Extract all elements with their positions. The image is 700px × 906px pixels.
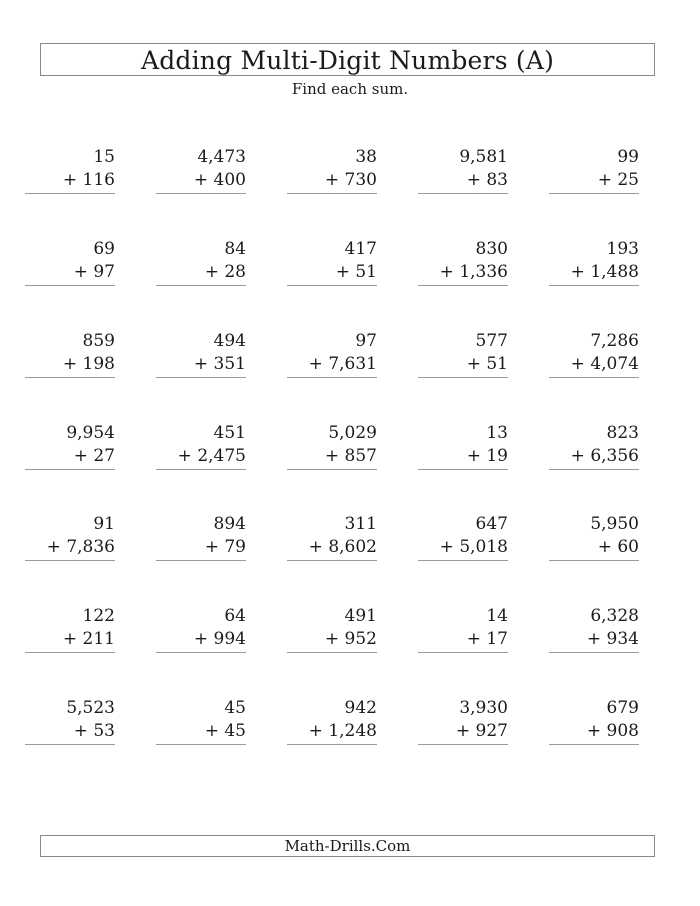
addition-problem [156,422,246,470]
addend-bottom: + 79 [156,536,246,561]
addition-problem [418,422,508,470]
addend-bottom: + 2,475 [156,445,246,470]
addition-problem [287,238,377,286]
addend-top: 64 [224,606,246,626]
addend-top: 647 [475,514,508,534]
addend-top: 451 [213,423,246,443]
addend-top: 45 [224,698,246,718]
addend-top: 13 [486,423,508,443]
addition-problem [156,697,246,745]
addition-problem [287,605,377,653]
addend-bottom: + 97 [25,261,115,286]
addend-bottom: + 17 [418,628,508,653]
addition-problem [287,422,377,470]
addition-problem [549,238,639,286]
addend-top: 3,930 [459,698,508,718]
addend-top: 15 [93,147,115,167]
addend-top: 69 [93,239,115,259]
footer-text: Math-Drills.Com [284,837,411,855]
addend-bottom: + 934 [549,628,639,653]
addition-problem [418,697,508,745]
addend-top: 942 [344,698,377,718]
addition-problem [156,146,246,194]
addition-problem [418,238,508,286]
addend-bottom: + 730 [287,169,377,194]
addition-problem [25,146,115,194]
addend-top: 9,954 [66,423,115,443]
addend-bottom: + 1,248 [287,720,377,745]
instructions: Find each sum. [291,80,409,98]
addition-problem [25,605,115,653]
addend-top: 193 [606,239,639,259]
addend-top: 6,328 [590,606,639,626]
addend-bottom: + 83 [418,169,508,194]
addition-problem [418,513,508,561]
addition-problem [25,697,115,745]
addend-bottom: + 116 [25,169,115,194]
addition-problem [418,605,508,653]
addend-bottom: + 5,018 [418,536,508,561]
addend-bottom: + 53 [25,720,115,745]
addend-top: 5,029 [328,423,377,443]
addend-top: 894 [213,514,246,534]
addition-problem [418,146,508,194]
addition-problem [549,513,639,561]
addend-top: 9,581 [459,147,508,167]
addend-top: 311 [344,514,377,534]
addend-bottom: + 400 [156,169,246,194]
addition-problem [156,605,246,653]
addend-bottom: + 27 [25,445,115,470]
addend-bottom: + 28 [156,261,246,286]
addend-bottom: + 198 [25,353,115,378]
addition-problem [156,238,246,286]
addend-bottom: + 952 [287,628,377,653]
addend-bottom: + 4,074 [549,353,639,378]
addend-bottom: + 25 [549,169,639,194]
addend-top: 5,950 [590,514,639,534]
addition-problem [549,422,639,470]
addition-problem [549,605,639,653]
addend-top: 14 [486,606,508,626]
addend-top: 830 [475,239,508,259]
addend-top: 7,286 [590,331,639,351]
addend-top: 823 [606,423,639,443]
addition-problem [549,330,639,378]
addition-problem [25,422,115,470]
addition-problem [549,697,639,745]
addend-top: 494 [213,331,246,351]
addend-bottom: + 351 [156,353,246,378]
addend-top: 91 [93,514,115,534]
addition-problem [418,330,508,378]
addend-top: 99 [617,147,639,167]
addition-problem [25,330,115,378]
addend-bottom: + 6,356 [549,445,639,470]
addend-bottom: + 45 [156,720,246,745]
addend-bottom: + 994 [156,628,246,653]
addition-problem [549,146,639,194]
addend-bottom: + 60 [549,536,639,561]
footer-banner [40,835,655,857]
addend-top: 5,523 [66,698,115,718]
addend-top: 859 [82,331,115,351]
addition-problem [287,513,377,561]
addition-problem [25,513,115,561]
addend-bottom: + 857 [287,445,377,470]
addend-top: 84 [224,239,246,259]
addition-problem [287,330,377,378]
addend-bottom: + 1,488 [549,261,639,286]
addition-problem [25,238,115,286]
addend-bottom: + 927 [418,720,508,745]
addend-bottom: + 211 [25,628,115,653]
addition-problem [287,697,377,745]
addend-top: 38 [355,147,377,167]
addend-bottom: + 7,836 [25,536,115,561]
addend-bottom: + 51 [418,353,508,378]
addend-bottom: + 7,631 [287,353,377,378]
page-title: Adding Multi-Digit Numbers (A) [140,46,555,75]
addend-top: 417 [344,239,377,259]
addend-top: 679 [606,698,639,718]
addition-problem [156,513,246,561]
addend-top: 577 [475,331,508,351]
addend-bottom: + 51 [287,261,377,286]
addend-top: 4,473 [197,147,246,167]
addend-bottom: + 908 [549,720,639,745]
addend-bottom: + 1,336 [418,261,508,286]
addend-top: 122 [82,606,115,626]
addend-bottom: + 19 [418,445,508,470]
addend-top: 491 [344,606,377,626]
addition-problem [287,146,377,194]
addend-bottom: + 8,602 [287,536,377,561]
addend-top: 97 [355,331,377,351]
addition-problem [156,330,246,378]
